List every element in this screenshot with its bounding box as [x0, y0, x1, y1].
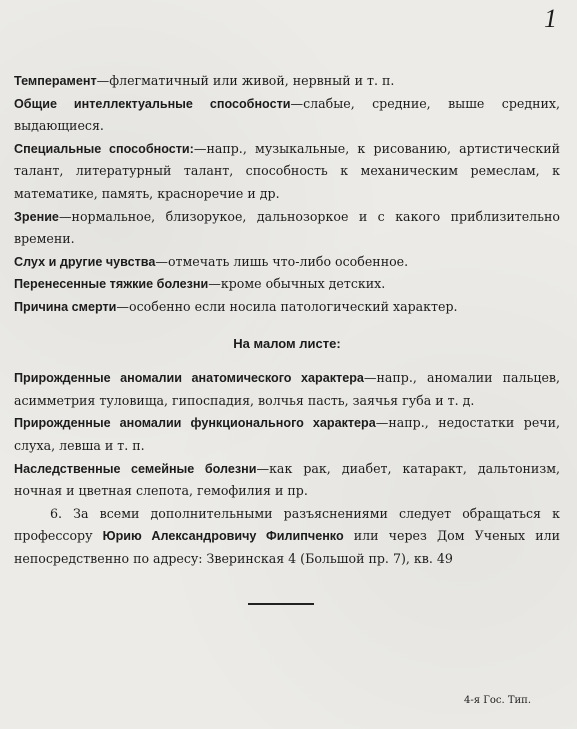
- field-description: —кроме обычных детских.: [208, 276, 386, 292]
- field-anatomical-anomalies: [14, 367, 560, 412]
- field-description: —напр., музыкальные, к рисованию, артистический талант, литературный талант, способность к механическим ремеслам, к математике, память, красноречие и др.: [14, 140, 560, 201]
- field-term: Прирожденные аномалии функционального характера: [14, 416, 376, 431]
- field-illnesses: [14, 273, 560, 296]
- professor-name: Юрию Александровичу Филипченко: [102, 529, 344, 544]
- field-description: —нормальное, близорукое, дальнозоркое и с какого приблизительно времени.: [14, 208, 560, 247]
- field-term: Причина смерти: [14, 299, 117, 314]
- field-description: —особенно если носила патологический характер.: [116, 298, 458, 314]
- field-term: Специальные способности:: [14, 141, 194, 156]
- field-cause-of-death: [14, 296, 560, 319]
- section-divider: [248, 603, 314, 605]
- field-term: Общие интеллектуальные способности: [14, 96, 291, 111]
- questionnaire-body: [14, 70, 560, 570]
- printer-mark: 4-я Гос. Тип.: [463, 695, 531, 706]
- field-term: Слух и другие чувства: [14, 254, 156, 269]
- field-intellect: [14, 93, 560, 138]
- field-term: Зрение: [14, 209, 59, 224]
- field-description: —напр., аномалии пальцев, асимметрия туловища, гипоспадия, волчья пасть, заячья губа и т. д.: [14, 370, 560, 408]
- field-term: Прирожденные аномалии анатомического характера: [14, 371, 364, 386]
- field-vision: [14, 206, 560, 251]
- field-description: —напр., недостатки речи, слуха, левша и т. п.: [14, 415, 560, 453]
- page-number: 1: [544, 4, 557, 33]
- field-term: Темперамент: [14, 74, 97, 88]
- field-term: Перенесенные тяжкие болезни: [14, 277, 209, 292]
- small-sheet-heading: На малом листе:: [233, 335, 341, 351]
- closing-paragraph: [14, 503, 560, 571]
- field-description: —отмечать лишь что-либо особенное.: [155, 253, 409, 269]
- field-functional-anomalies: [14, 412, 560, 457]
- field-term: Наследственные семейные болезни: [14, 461, 257, 476]
- field-hereditary-diseases: [14, 458, 560, 503]
- field-description: —флегматичный или живой, нервный и т. п.: [96, 73, 395, 88]
- paragraph-number: 6.: [50, 505, 63, 521]
- field-temperament: [14, 70, 560, 93]
- closing-text-before: За всеми дополнительными разъяснениями следует обращаться к профессору: [14, 505, 560, 544]
- field-hearing: [14, 251, 560, 274]
- field-description: —как рак, диабет, катаракт, дальтонизм, ночная и цветная слепота, гемофилия и пр.: [14, 460, 560, 499]
- closing-text-after: или через Дом Ученых или непосредственно по адресу: Зверинская 4 (Большой пр. 7), кв. 49: [14, 528, 560, 566]
- field-special-abilities: [14, 138, 560, 206]
- field-description: —слабые, средние, выше средних, выдающиеся.: [14, 95, 560, 134]
